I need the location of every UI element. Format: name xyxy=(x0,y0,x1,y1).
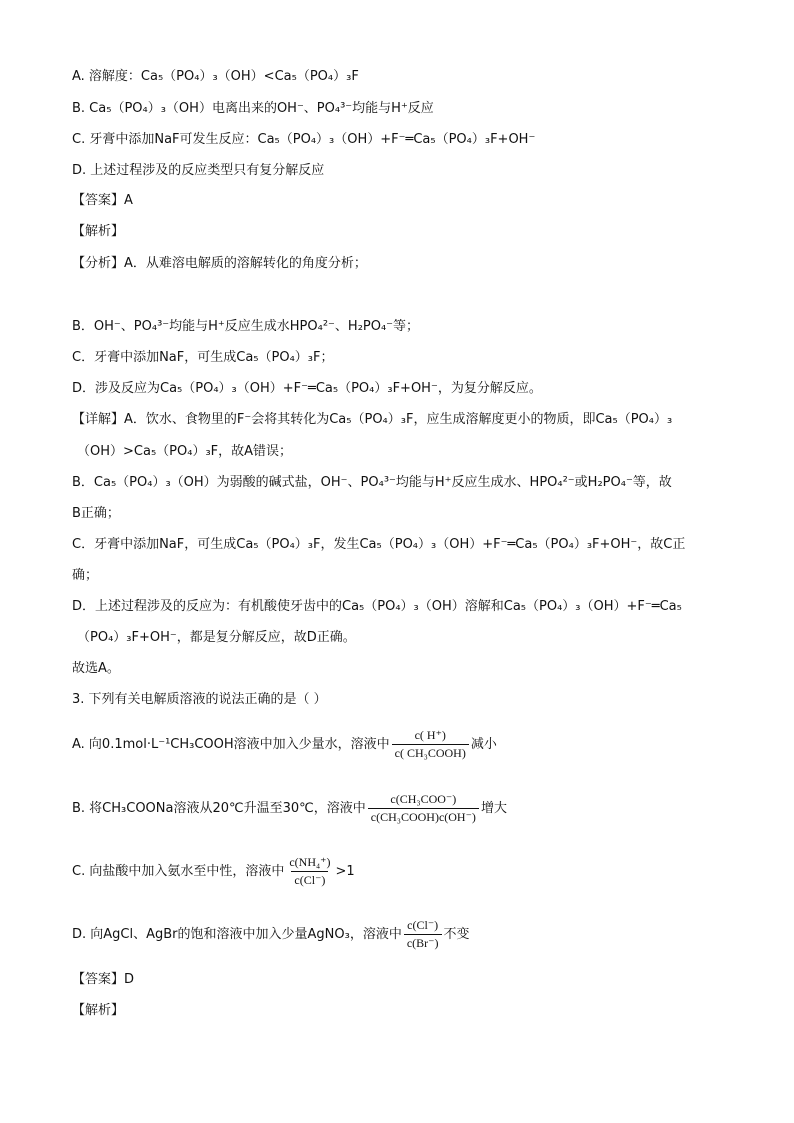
analysis-a: 【分析】A．从难溶电解质的溶解转化的角度分析； xyxy=(72,256,367,271)
q3-answer-label: 【答案】D xyxy=(72,972,135,987)
q3-analysis-label: 【解析】 xyxy=(72,1003,125,1018)
analysis-c: C．牙膏中添加NaF，可生成Ca₅（PO₄）₃F； xyxy=(72,350,334,365)
detail-b-line1: B．Ca₅（PO₄）₃（OH）为弱酸的碱式盐，OH⁻、PO₄³⁻均能与H⁺反应生成水、HPO₄²⁻或H₂PO₄⁻等，故 xyxy=(72,475,672,490)
question-3-stem: 3. 下列有关电解质溶液的说法正确的是（ ） xyxy=(72,692,327,707)
q3-option-c-post: >1 xyxy=(335,864,355,879)
q3-option-c xyxy=(72,855,355,888)
q3-option-a xyxy=(72,728,497,761)
detail-d-line2: （PO₄）₃F+OH⁻，都是复分解反应，故D正确。 xyxy=(77,630,356,645)
detail-b-line2: B正确； xyxy=(72,506,120,521)
detail-c-line2: 确； xyxy=(72,568,99,583)
fraction-d xyxy=(404,918,442,951)
fraction-c-denominator: c(Cl⁻) xyxy=(291,871,328,888)
analysis-label: 【解析】 xyxy=(72,224,125,239)
answer-label: 【答案】A xyxy=(72,193,133,208)
fraction-b-numerator: c(CH₃COO⁻) xyxy=(390,792,457,806)
option-a-text: A. 溶解度：Ca₅（PO₄）₃（OH）<Ca₅（PO₄）₃F xyxy=(72,69,359,84)
option-d-text: D. 上述过程涉及的反应类型只有复分解反应 xyxy=(72,163,325,178)
fraction-d-numerator: c(Cl⁻) xyxy=(407,918,439,932)
option-c-text: C. 牙膏中添加NaF可发生反应：Ca₅（PO₄）₃（OH）+F⁻═Ca₅（PO₄）₃F+OH⁻ xyxy=(72,132,536,147)
q3-option-c-pre: C. 向盐酸中加入氨水至中性，溶液中 xyxy=(72,864,285,879)
q3-option-b-post: 增大 xyxy=(480,801,507,816)
q3-option-d-post: 不变 xyxy=(443,927,470,942)
option-b-text: B. Ca₅（PO₄）₃（OH）电离出来的OH⁻、PO₄³⁻均能与H⁺反应 xyxy=(72,101,434,116)
detail-a-line1: 【详解】A．饮水、食物里的F⁻会将其转化为Ca₅（PO₄）₃F，应生成溶解度更小的物质，即Ca₅（PO₄）₃ xyxy=(72,412,673,427)
q3-option-d-pre: D. 向AgCl、AgBr的饱和溶液中加入少量AgNO₃，溶液中 xyxy=(72,927,402,942)
fraction-c xyxy=(286,855,333,888)
fraction-b-denominator: c(CH₃COOH)c(OH⁻) xyxy=(368,808,479,825)
fraction-d-denominator: c(Br⁻) xyxy=(404,934,442,951)
detail-c-line1: C．牙膏中添加NaF，可生成Ca₅（PO₄）₃F，发生Ca₅（PO₄）₃（OH）+F⁻═Ca₅（PO₄）₃F+OH⁻，故C正 xyxy=(72,537,686,552)
fraction-a xyxy=(392,728,469,761)
q3-option-a-pre: A. 向0.1mol·L⁻¹CH₃COOH溶液中加入少量水，溶液中 xyxy=(72,737,390,752)
q3-option-a-post: 减小 xyxy=(470,737,497,752)
q3-option-d xyxy=(72,918,470,951)
fraction-a-numerator: c( H⁺) xyxy=(414,728,446,742)
fraction-c-numerator: c(NH₄⁺) xyxy=(289,855,331,869)
q3-option-b xyxy=(72,792,507,825)
analysis-d: D．涉及反应为Ca₅（PO₄）₃（OH）+F⁻═Ca₅（PO₄）₃F+OH⁻，为复分解反应。 xyxy=(72,381,542,396)
fraction-b xyxy=(368,792,479,825)
conclusion: 故选A。 xyxy=(72,661,120,676)
detail-d-line1: D．上述过程涉及的反应为：有机酸使牙齿中的Ca₅（PO₄）₃（OH）溶解和Ca₅（PO₄）₃（OH）+F⁻═Ca₅ xyxy=(72,599,682,614)
fraction-a-denominator: c( CH₃COOH) xyxy=(392,744,469,761)
analysis-b: B．OH⁻、PO₄³⁻均能与H⁺反应生成水HPO₄²⁻、H₂PO₄⁻等； xyxy=(72,319,420,334)
q3-option-b-pre: B. 将CH₃COONa溶液从20℃升温至30℃，溶液中 xyxy=(72,801,366,816)
detail-a-line2: （OH）>Ca₅（PO₄）₃F，故A错误； xyxy=(77,444,293,459)
